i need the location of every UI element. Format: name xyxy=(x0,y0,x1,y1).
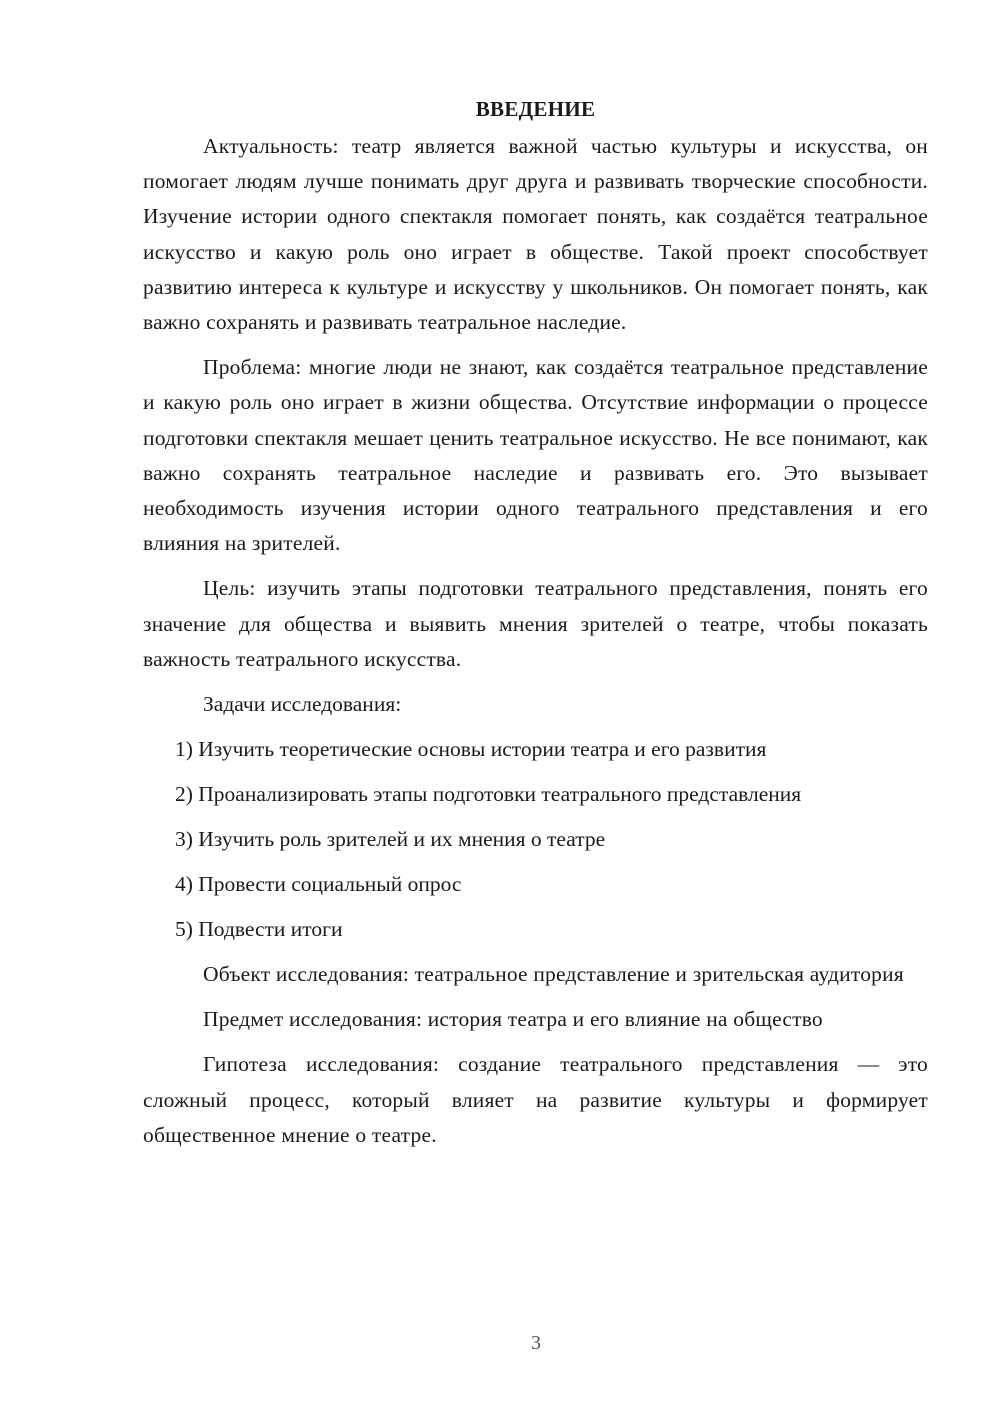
problem-paragraph: Проблема: многие люди не знают, как создаётся театральное представление и какую роль оно играет в жизни общества. Отсутствие информации о процессе подготовки спектакля мешает ценить театральное искусство. Не все понимают, как важно сохранять театральное наследие и развивать его. Это вызывает необходимость изучения истории одного театрального представления и его влияния на зрителей. xyxy=(143,355,928,556)
tasks-list xyxy=(143,732,928,947)
subject-paragraph: Предмет исследования: история театра и его влияние на общество xyxy=(203,1007,823,1032)
task-item: 3) Изучить роль зрителей и их мнения о театре xyxy=(175,827,606,852)
relevance-paragraph: Актуальность: театр является важной частью культуры и искусства, он помогает людям лучше понимать друг друга и развивать творческие способности. Изучение истории одного спектакля помогает понять, как создаётся театральное искусство и какую роль оно играет в обществе. Такой проект способствует развитию интереса к культуре и искусству у школьников. Он помогает понять, как важно сохранять и развивать театральное наследие. xyxy=(143,134,928,335)
task-item: 1) Изучить теоретические основы истории театра и его развития xyxy=(175,737,767,762)
task-item: 4) Провести социальный опрос xyxy=(175,872,462,897)
document-page xyxy=(143,92,928,1163)
page-number: 3 xyxy=(531,1332,541,1354)
tasks-heading: Задачи исследования: xyxy=(203,692,402,717)
task-item: 2) Проанализировать этапы подготовки театрального представления xyxy=(175,782,802,807)
hypothesis-paragraph: Гипотеза исследования: создание театрального представления — это сложный процесс, который влияет на развитие культуры и формирует общественное мнение о театре. xyxy=(143,1052,928,1147)
task-item: 5) Подвести итоги xyxy=(175,917,343,942)
object-paragraph: Объект исследования: театральное представление и зрительская аудитория xyxy=(203,962,904,987)
page-title: ВВЕДЕНИЕ xyxy=(475,97,596,121)
goal-paragraph: Цель: изучить этапы подготовки театрального представления, понять его значение для общества и выявить мнения зрителей о театре, чтобы показать важность театрального искусства. xyxy=(143,576,928,671)
